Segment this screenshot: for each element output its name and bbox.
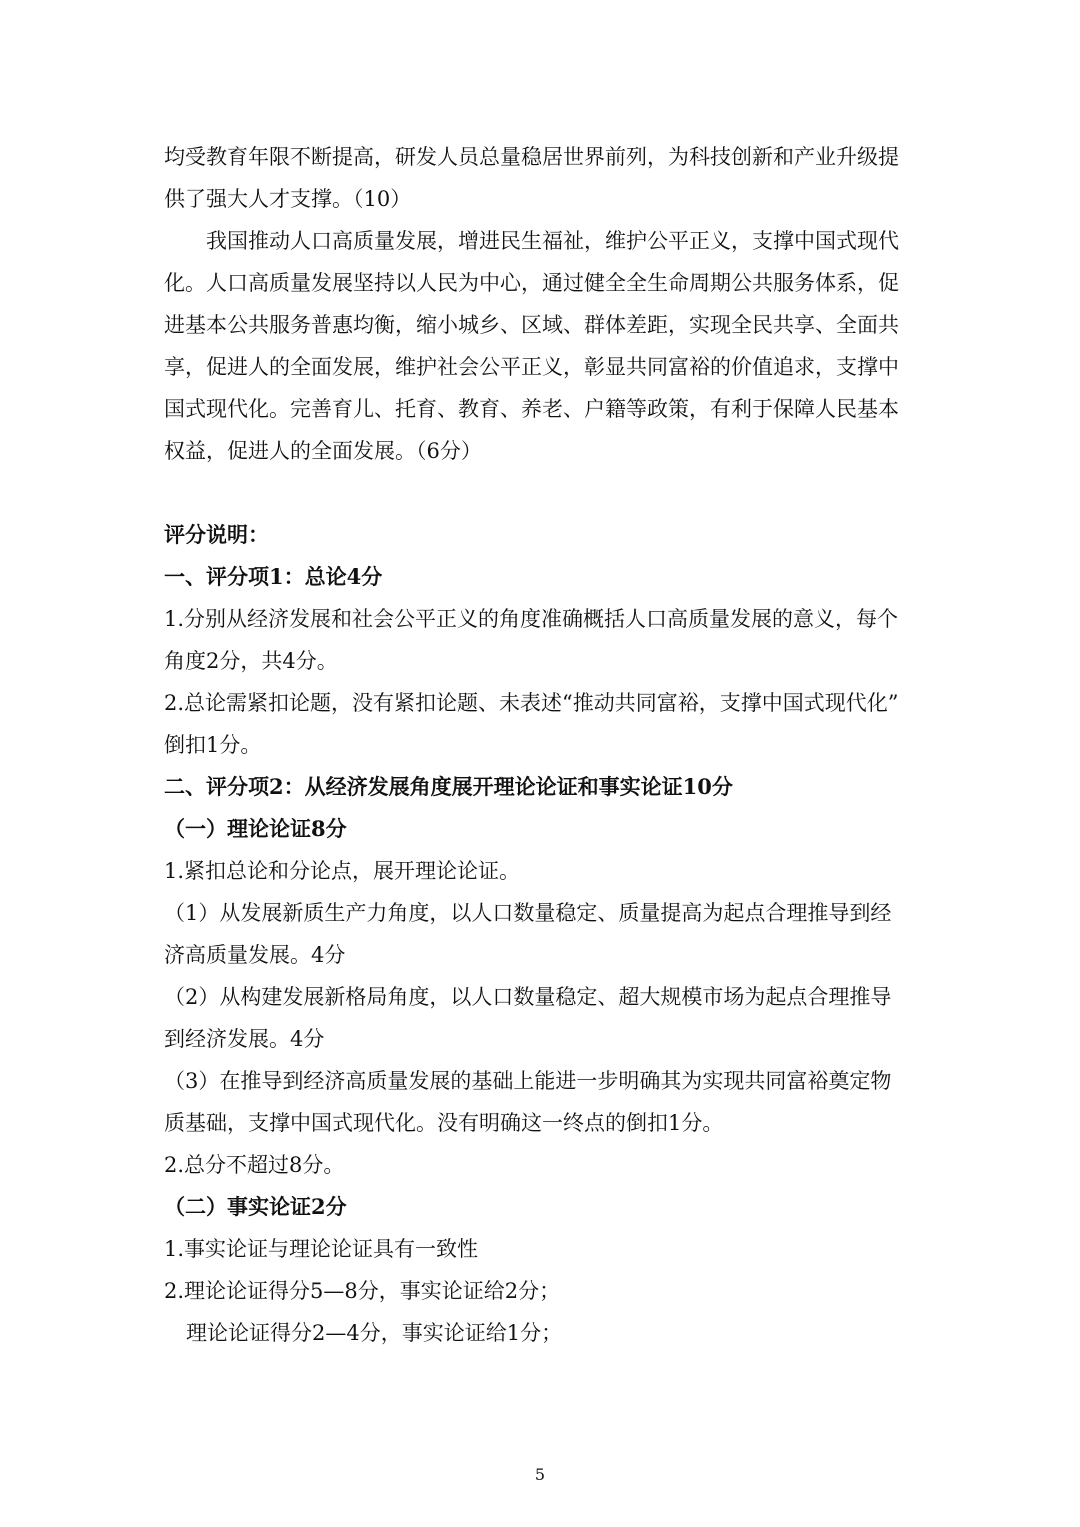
body-text-line: 权益，促进人的全面发展。（6分） bbox=[164, 439, 482, 463]
scoring-notes-heading: 评分说明： bbox=[164, 522, 269, 547]
rubric-item: 2.理论论证得分5—8分，事实论证给2分； bbox=[164, 1279, 561, 1303]
subsection-heading: （一）理论论证8分 bbox=[164, 816, 347, 841]
paragraph-start: 我国推动人口高质量发展，增进民生福祉，维护公平正义，支撑中国式现代 bbox=[206, 229, 899, 253]
document-body bbox=[164, 136, 924, 1354]
rubric-item-continued: 理论论证得分2—4分，事实论证给1分； bbox=[186, 1321, 563, 1345]
rubric-item: 2.总分不超过8分。 bbox=[164, 1153, 345, 1177]
rubric-item: 2.总论需紧扣论题，没有紧扣论题、未表述“推动共同富裕，支撑中国式现代化” bbox=[164, 691, 899, 715]
rubric-item: 1.分别从经济发展和社会公平正义的角度准确概括人口高质量发展的意义，每个 bbox=[164, 607, 899, 631]
rubric-subitem-continued: 济高质量发展。4分 bbox=[164, 943, 346, 967]
rubric-item-continued: 角度2分，共4分。 bbox=[164, 649, 338, 673]
rubric-subitem-continued: 质基础，支撑中国式现代化。没有明确这一终点的倒扣1分。 bbox=[164, 1111, 724, 1135]
body-text-line: 供了强大人才支撑。（10） bbox=[164, 187, 412, 211]
section-heading: 二、评分项2：从经济发展角度展开理论论证和事实论证10分 bbox=[164, 774, 733, 799]
rubric-item: 1.事实论证与理论论证具有一致性 bbox=[164, 1237, 479, 1261]
rubric-item: 1.紧扣总论和分论点，展开理论论证。 bbox=[164, 859, 521, 883]
paragraph-gap bbox=[164, 472, 924, 514]
subsection-heading: （二）事实论证2分 bbox=[164, 1194, 347, 1219]
rubric-item-continued: 倒扣1分。 bbox=[164, 733, 262, 757]
rubric-subitem: （3）在推导到经济高质量发展的基础上能进一步明确其为实现共同富裕奠定物 bbox=[164, 1069, 892, 1093]
rubric-subitem: （2）从构建发展新格局角度，以人口数量稳定、超大规模市场为起点合理推导 bbox=[164, 985, 892, 1009]
body-text-line: 均受教育年限不断提高，研发人员总量稳居世界前列，为科技创新和产业升级提 bbox=[164, 145, 899, 169]
body-text-line: 化。人口高质量发展坚持以人民为中心，通过健全全生命周期公共服务体系，促 bbox=[164, 271, 899, 295]
body-text-line: 享，促进人的全面发展，维护社会公平正义，彰显共同富裕的价值追求，支撑中 bbox=[164, 355, 899, 379]
rubric-subitem-continued: 到经济发展。4分 bbox=[164, 1027, 325, 1051]
body-text-line: 国式现代化。完善育儿、托育、教育、养老、户籍等政策，有利于保障人民基本 bbox=[164, 397, 899, 421]
section-heading: 一、评分项1：总论4分 bbox=[164, 564, 383, 589]
page-number: 5 bbox=[534, 1465, 546, 1484]
body-text-line: 进基本公共服务普惠均衡，缩小城乡、区域、群体差距，实现全民共享、全面共 bbox=[164, 313, 899, 337]
rubric-subitem: （1）从发展新质生产力角度，以人口数量稳定、质量提高为起点合理推导到经 bbox=[164, 901, 892, 925]
